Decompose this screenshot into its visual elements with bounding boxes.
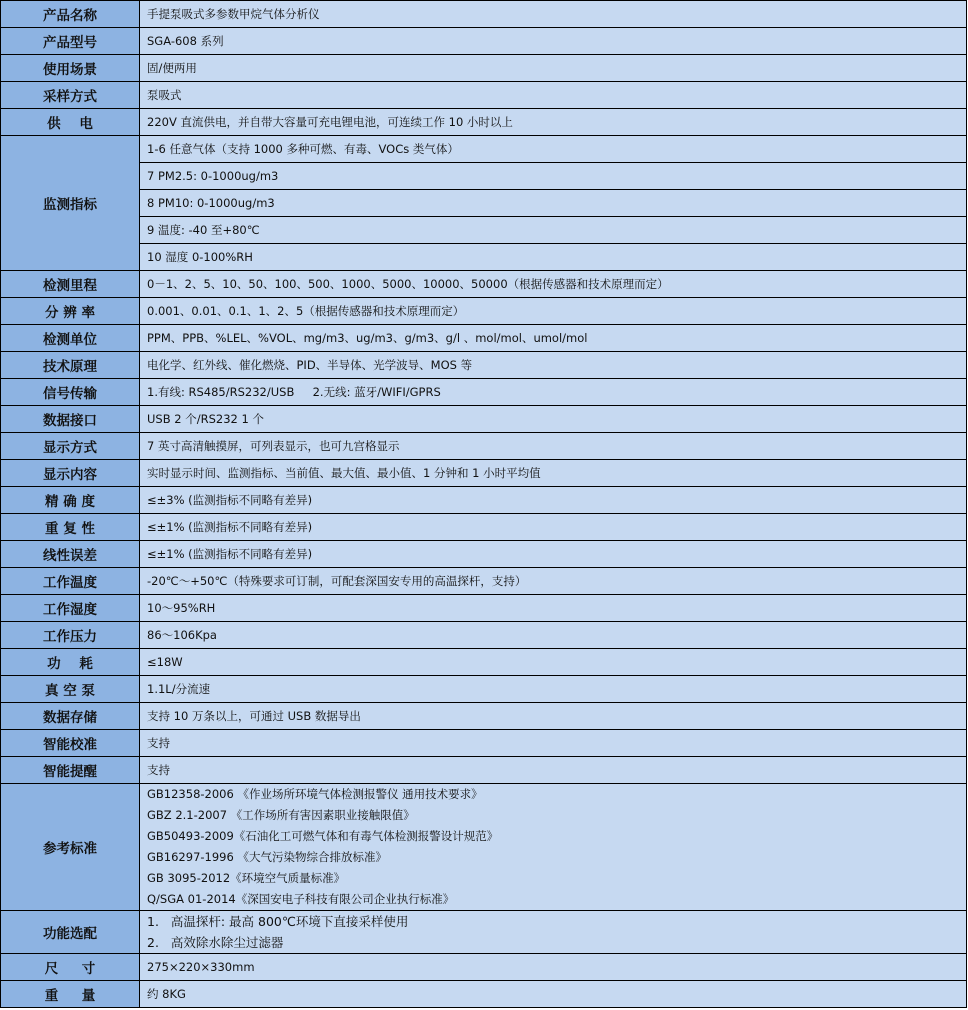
spec-label: 分 辨 率	[1, 298, 140, 325]
spec-row	[1, 541, 967, 568]
spec-row	[1, 595, 967, 622]
spec-value	[140, 784, 967, 911]
spec-value: 9 温度: -40 至+80℃	[140, 217, 967, 244]
spec-row	[1, 379, 967, 406]
spec-label: 精 确 度	[1, 487, 140, 514]
spec-row	[1, 1, 967, 28]
spec-label: 产品名称	[1, 1, 140, 28]
spec-label: 显示方式	[1, 433, 140, 460]
spec-value: USB 2 个/RS232 1 个	[140, 406, 967, 433]
spec-label: 真 空 泵	[1, 676, 140, 703]
spec-label: 尺 寸	[1, 954, 140, 981]
spec-row	[1, 568, 967, 595]
spec-label: 参考标准	[1, 784, 140, 911]
spec-value-line: GB12358-2006 《作业场所环境气体检测报警仪 通用技术要求》	[147, 787, 483, 801]
spec-label: 功 耗	[1, 649, 140, 676]
spec-value: 手提泵吸式多参数甲烷气体分析仪	[140, 1, 967, 28]
spec-value-line: GB50493-2009《石油化工可燃气体和有毒气体检测报警设计规范》	[147, 829, 499, 843]
spec-value: 7 英寸高清触摸屏，可列表显示，也可九宫格显示	[140, 433, 967, 460]
spec-value: 86～106Kpa	[140, 622, 967, 649]
spec-row	[1, 325, 967, 352]
spec-value: ≤±1% (监测指标不同略有差异)	[140, 541, 967, 568]
spec-label: 工作压力	[1, 622, 140, 649]
spec-value: ≤18W	[140, 649, 967, 676]
spec-row	[1, 676, 967, 703]
spec-label: 工作温度	[1, 568, 140, 595]
spec-value-line: GB16297-1996 《大气污染物综合排放标准》	[147, 850, 387, 864]
spec-value: 约 8KG	[140, 981, 967, 1008]
spec-value: 7 PM2.5: 0-1000ug/m3	[140, 163, 967, 190]
spec-row	[1, 55, 967, 82]
spec-value-line: 2. 高效除水除尘过滤器	[147, 935, 284, 950]
spec-row	[1, 298, 967, 325]
spec-label: 功能选配	[1, 911, 140, 954]
spec-row	[1, 514, 967, 541]
spec-value: 支持 10 万条以上，可通过 USB 数据导出	[140, 703, 967, 730]
spec-value: 实时显示时间、监测指标、当前值、最大值、最小值、1 分钟和 1 小时平均值	[140, 460, 967, 487]
spec-row	[1, 622, 967, 649]
spec-row	[1, 487, 967, 514]
spec-label: 重 复 性	[1, 514, 140, 541]
spec-value: -20℃～+50℃（特殊要求可订制，可配套深国安专用的高温探杆，支持）	[140, 568, 967, 595]
spec-value	[140, 911, 967, 954]
spec-row	[1, 163, 967, 190]
spec-label: 检测里程	[1, 271, 140, 298]
spec-value: 10 湿度 0-100%RH	[140, 244, 967, 271]
spec-row	[1, 981, 967, 1008]
spec-row	[1, 730, 967, 757]
spec-label: 供 电	[1, 109, 140, 136]
spec-label: 使用场景	[1, 55, 140, 82]
spec-value: 275×220×330mm	[140, 954, 967, 981]
spec-row	[1, 82, 967, 109]
spec-row	[1, 460, 967, 487]
spec-value: 0.001、0.01、0.1、1、2、5（根据传感器和技术原理而定）	[140, 298, 967, 325]
spec-row	[1, 406, 967, 433]
spec-value: 泵吸式	[140, 82, 967, 109]
spec-value: ≤±3% (监测指标不同略有差异)	[140, 487, 967, 514]
spec-row	[1, 109, 967, 136]
spec-value-line: GBZ 2.1-2007 《工作场所有害因素职业接触限值》	[147, 808, 415, 822]
spec-value-line: GB 3095-2012《环境空气质量标准》	[147, 871, 346, 885]
spec-value: 电化学、红外线、催化燃烧、PID、半导体、光学波导、MOS 等	[140, 352, 967, 379]
spec-row	[1, 217, 967, 244]
spec-label: 线性误差	[1, 541, 140, 568]
spec-value: 220V 直流供电，并自带大容量可充电锂电池，可连续工作 10 小时以上	[140, 109, 967, 136]
spec-label: 重 量	[1, 981, 140, 1008]
spec-value: ≤±1% (监测指标不同略有差异)	[140, 514, 967, 541]
spec-label: 显示内容	[1, 460, 140, 487]
spec-value: SGA-608 系列	[140, 28, 967, 55]
spec-row	[1, 352, 967, 379]
spec-value: 0－1、2、5、10、50、100、500、1000、5000、10000、50000（根据传感器和技术原理而定）	[140, 271, 967, 298]
spec-row	[1, 28, 967, 55]
spec-row	[1, 190, 967, 217]
spec-label: 监测指标	[1, 136, 140, 271]
spec-row	[1, 911, 967, 954]
spec-label: 检测单位	[1, 325, 140, 352]
spec-row	[1, 757, 967, 784]
spec-label: 信号传输	[1, 379, 140, 406]
spec-label: 数据接口	[1, 406, 140, 433]
spec-row	[1, 954, 967, 981]
spec-value: 10～95%RH	[140, 595, 967, 622]
spec-row	[1, 433, 967, 460]
spec-label: 技术原理	[1, 352, 140, 379]
spec-row	[1, 784, 967, 911]
spec-label: 采样方式	[1, 82, 140, 109]
spec-label: 数据存储	[1, 703, 140, 730]
spec-label: 工作湿度	[1, 595, 140, 622]
spec-value: 固/便两用	[140, 55, 967, 82]
spec-label: 智能提醒	[1, 757, 140, 784]
spec-row	[1, 271, 967, 298]
spec-label: 产品型号	[1, 28, 140, 55]
spec-row	[1, 244, 967, 271]
spec-value: 8 PM10: 0-1000ug/m3	[140, 190, 967, 217]
spec-value: 支持	[140, 730, 967, 757]
spec-value-line: Q/SGA 01-2014《深国安电子科技有限公司企业执行标准》	[147, 892, 455, 906]
spec-value: 1.有线: RS485/RS232/USB 2.无线: 蓝牙/WIFI/GPRS	[140, 379, 967, 406]
spec-row	[1, 703, 967, 730]
spec-value: 支持	[140, 757, 967, 784]
spec-label: 智能校准	[1, 730, 140, 757]
spec-value-line: 1. 高温探杆: 最高 800℃环境下直接采样使用	[147, 914, 409, 929]
spec-value: PPM、PPB、%LEL、%VOL、mg/m3、ug/m3、g/m3、g/l 、mol/mol、umol/mol	[140, 325, 967, 352]
spec-row	[1, 649, 967, 676]
spec-value: 1.1L/分流速	[140, 676, 967, 703]
spec-value: 1-6 任意气体（支持 1000 多种可燃、有毒、VOCs 类气体）	[140, 136, 967, 163]
spec-row	[1, 136, 967, 163]
